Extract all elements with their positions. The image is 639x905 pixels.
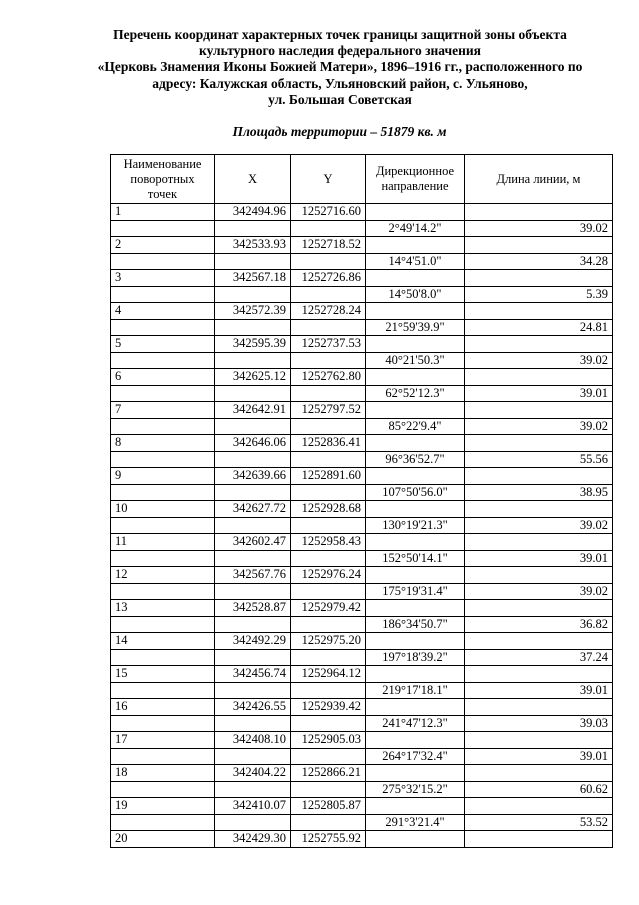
direction-angle: 62°52'12.3": [366, 385, 465, 402]
segment-row: [111, 649, 613, 666]
point-row: [111, 765, 613, 782]
line-length: 39.02: [465, 220, 613, 237]
x-coordinate: 342642.91: [215, 402, 291, 419]
x-coordinate: 342426.55: [215, 699, 291, 716]
empty-cell: [291, 583, 366, 600]
point-row: [111, 501, 613, 518]
empty-cell: [111, 451, 215, 468]
point-row: [111, 468, 613, 485]
empty-cell: [111, 616, 215, 633]
y-coordinate: 1252737.53: [291, 336, 366, 353]
point-row: [111, 732, 613, 749]
empty-cell: [215, 451, 291, 468]
header-direction: Дирекционное направление: [366, 155, 465, 204]
empty-cell: [366, 666, 465, 683]
point-row: [111, 831, 613, 848]
direction-angle: 241°47'12.3": [366, 715, 465, 732]
empty-cell: [111, 748, 215, 765]
x-coordinate: 342408.10: [215, 732, 291, 749]
empty-cell: [111, 286, 215, 303]
direction-angle: 291°3'21.4": [366, 814, 465, 831]
empty-cell: [465, 831, 613, 848]
empty-cell: [366, 534, 465, 551]
empty-cell: [465, 303, 613, 320]
empty-cell: [215, 550, 291, 567]
segment-row: [111, 583, 613, 600]
line-length: 36.82: [465, 616, 613, 633]
point-row: [111, 798, 613, 815]
segment-row: [111, 748, 613, 765]
direction-angle: 186°34'50.7": [366, 616, 465, 633]
y-coordinate: 1252964.12: [291, 666, 366, 683]
segment-row: [111, 781, 613, 798]
title-line: «Церковь Знамения Иконы Божией Матери», 1896–1916 гг., расположенного по: [97, 59, 583, 75]
empty-cell: [366, 303, 465, 320]
point-row: [111, 336, 613, 353]
x-coordinate: 342595.39: [215, 336, 291, 353]
direction-angle: 21°59'39.9": [366, 319, 465, 336]
segment-row: [111, 715, 613, 732]
empty-cell: [111, 649, 215, 666]
point-number: 4: [111, 303, 215, 320]
x-coordinate: 342646.06: [215, 435, 291, 452]
point-row: [111, 369, 613, 386]
direction-angle: 40°21'50.3": [366, 352, 465, 369]
y-coordinate: 1252726.86: [291, 270, 366, 287]
empty-cell: [291, 649, 366, 666]
segment-row: [111, 616, 613, 633]
y-coordinate: 1252975.20: [291, 633, 366, 650]
empty-cell: [215, 583, 291, 600]
line-length: 37.24: [465, 649, 613, 666]
x-coordinate: 342494.96: [215, 204, 291, 221]
y-coordinate: 1252728.24: [291, 303, 366, 320]
empty-cell: [291, 253, 366, 270]
point-number: 19: [111, 798, 215, 815]
point-number: 13: [111, 600, 215, 617]
empty-cell: [111, 781, 215, 798]
header-point-name: Наименование поворотных точек: [111, 155, 215, 204]
empty-cell: [111, 418, 215, 435]
empty-cell: [465, 534, 613, 551]
empty-cell: [111, 220, 215, 237]
empty-cell: [111, 484, 215, 501]
point-number: 9: [111, 468, 215, 485]
y-coordinate: 1252805.87: [291, 798, 366, 815]
point-number: 3: [111, 270, 215, 287]
empty-cell: [111, 253, 215, 270]
segment-row: [111, 352, 613, 369]
empty-cell: [291, 715, 366, 732]
x-coordinate: 342456.74: [215, 666, 291, 683]
line-length: 39.01: [465, 748, 613, 765]
point-number: 12: [111, 567, 215, 584]
direction-angle: 197°18'39.2": [366, 649, 465, 666]
empty-cell: [215, 682, 291, 699]
x-coordinate: 342567.18: [215, 270, 291, 287]
empty-cell: [215, 319, 291, 336]
empty-cell: [291, 484, 366, 501]
title-line: адресу: Калужская область, Ульяновский район, с. Ульяново,: [152, 75, 528, 91]
empty-cell: [366, 270, 465, 287]
line-length: 24.81: [465, 319, 613, 336]
x-coordinate: 342429.30: [215, 831, 291, 848]
direction-angle: 96°36'52.7": [366, 451, 465, 468]
point-row: [111, 633, 613, 650]
empty-cell: [111, 715, 215, 732]
direction-angle: 2°49'14.2": [366, 220, 465, 237]
segment-row: [111, 319, 613, 336]
point-number: 2: [111, 237, 215, 254]
document-title: [40, 27, 639, 108]
empty-cell: [366, 831, 465, 848]
y-coordinate: 1252905.03: [291, 732, 366, 749]
line-length: 39.03: [465, 715, 613, 732]
point-number: 6: [111, 369, 215, 386]
point-row: [111, 204, 613, 221]
empty-cell: [291, 550, 366, 567]
header-y: Y: [291, 155, 366, 204]
empty-cell: [465, 435, 613, 452]
y-coordinate: 1252866.21: [291, 765, 366, 782]
segment-row: [111, 253, 613, 270]
point-row: [111, 666, 613, 683]
empty-cell: [291, 319, 366, 336]
empty-cell: [366, 204, 465, 221]
empty-cell: [111, 517, 215, 534]
x-coordinate: 342533.93: [215, 237, 291, 254]
empty-cell: [291, 781, 366, 798]
line-length: 53.52: [465, 814, 613, 831]
line-length: 60.62: [465, 781, 613, 798]
line-length: 39.01: [465, 550, 613, 567]
empty-cell: [366, 435, 465, 452]
segment-row: [111, 220, 613, 237]
segment-row: [111, 418, 613, 435]
direction-angle: 152°50'14.1": [366, 550, 465, 567]
segment-row: [111, 451, 613, 468]
line-length: 34.28: [465, 253, 613, 270]
line-length: 5.39: [465, 286, 613, 303]
empty-cell: [465, 633, 613, 650]
line-length: 39.01: [465, 682, 613, 699]
line-length: 39.02: [465, 517, 613, 534]
x-coordinate: 342602.47: [215, 534, 291, 551]
empty-cell: [465, 336, 613, 353]
x-coordinate: 342639.66: [215, 468, 291, 485]
point-number: 15: [111, 666, 215, 683]
empty-cell: [291, 352, 366, 369]
point-number: 5: [111, 336, 215, 353]
y-coordinate: 1252716.60: [291, 204, 366, 221]
line-length: 39.02: [465, 352, 613, 369]
point-number: 14: [111, 633, 215, 650]
empty-cell: [291, 451, 366, 468]
x-coordinate: 342404.22: [215, 765, 291, 782]
direction-angle: 275°32'15.2": [366, 781, 465, 798]
segment-row: [111, 814, 613, 831]
direction-angle: 264°17'32.4": [366, 748, 465, 765]
line-length: 39.01: [465, 385, 613, 402]
point-row: [111, 435, 613, 452]
point-row: [111, 600, 613, 617]
point-number: 11: [111, 534, 215, 551]
x-coordinate: 342625.12: [215, 369, 291, 386]
empty-cell: [366, 699, 465, 716]
point-number: 16: [111, 699, 215, 716]
y-coordinate: 1252718.52: [291, 237, 366, 254]
empty-cell: [111, 352, 215, 369]
empty-cell: [215, 484, 291, 501]
empty-cell: [465, 270, 613, 287]
x-coordinate: 342567.76: [215, 567, 291, 584]
empty-cell: [215, 748, 291, 765]
y-coordinate: 1252891.60: [291, 468, 366, 485]
empty-cell: [111, 682, 215, 699]
empty-cell: [465, 798, 613, 815]
empty-cell: [215, 649, 291, 666]
empty-cell: [465, 765, 613, 782]
direction-angle: 14°50'8.0": [366, 286, 465, 303]
title-line: Перечень координат характерных точек границы защитной зоны объекта: [113, 27, 567, 42]
empty-cell: [366, 336, 465, 353]
empty-cell: [291, 682, 366, 699]
empty-cell: [366, 765, 465, 782]
empty-cell: [215, 517, 291, 534]
empty-cell: [465, 369, 613, 386]
title-line: культурного наследия федерального значения: [199, 43, 481, 59]
direction-angle: 14°4'51.0": [366, 253, 465, 270]
point-row: [111, 237, 613, 254]
empty-cell: [291, 220, 366, 237]
segment-row: [111, 286, 613, 303]
x-coordinate: 342492.29: [215, 633, 291, 650]
point-row: [111, 699, 613, 716]
y-coordinate: 1252762.80: [291, 369, 366, 386]
direction-angle: 175°19'31.4": [366, 583, 465, 600]
empty-cell: [465, 666, 613, 683]
x-coordinate: 342627.72: [215, 501, 291, 518]
point-number: 1: [111, 204, 215, 221]
line-length: 38.95: [465, 484, 613, 501]
empty-cell: [215, 220, 291, 237]
line-length: 39.02: [465, 418, 613, 435]
point-row: [111, 567, 613, 584]
point-row: [111, 534, 613, 551]
table-header-row: [111, 155, 613, 204]
empty-cell: [111, 319, 215, 336]
empty-cell: [215, 715, 291, 732]
point-number: 10: [111, 501, 215, 518]
empty-cell: [291, 418, 366, 435]
empty-cell: [366, 567, 465, 584]
y-coordinate: 1252928.68: [291, 501, 366, 518]
empty-cell: [465, 204, 613, 221]
point-row: [111, 402, 613, 419]
empty-cell: [465, 567, 613, 584]
point-number: 20: [111, 831, 215, 848]
empty-cell: [366, 633, 465, 650]
segment-row: [111, 517, 613, 534]
empty-cell: [111, 550, 215, 567]
table-body: [111, 204, 613, 848]
empty-cell: [366, 237, 465, 254]
empty-cell: [215, 781, 291, 798]
empty-cell: [291, 286, 366, 303]
x-coordinate: 342410.07: [215, 798, 291, 815]
y-coordinate: 1252797.52: [291, 402, 366, 419]
empty-cell: [366, 798, 465, 815]
empty-cell: [215, 616, 291, 633]
point-number: 17: [111, 732, 215, 749]
empty-cell: [215, 286, 291, 303]
point-number: 18: [111, 765, 215, 782]
empty-cell: [111, 814, 215, 831]
empty-cell: [215, 418, 291, 435]
territory-area: Площадь территории – 51879 кв. м: [232, 124, 447, 139]
title-line: ул. Большая Советская: [268, 91, 412, 107]
segment-row: [111, 682, 613, 699]
empty-cell: [465, 732, 613, 749]
coordinates-table: [110, 154, 613, 848]
direction-angle: 219°17'18.1": [366, 682, 465, 699]
y-coordinate: 1252939.42: [291, 699, 366, 716]
empty-cell: [366, 468, 465, 485]
empty-cell: [366, 732, 465, 749]
segment-row: [111, 385, 613, 402]
empty-cell: [291, 748, 366, 765]
point-number: 8: [111, 435, 215, 452]
segment-row: [111, 484, 613, 501]
empty-cell: [465, 600, 613, 617]
empty-cell: [291, 814, 366, 831]
empty-cell: [465, 699, 613, 716]
direction-angle: 107°50'56.0": [366, 484, 465, 501]
line-length: 39.02: [465, 583, 613, 600]
y-coordinate: 1252976.24: [291, 567, 366, 584]
header-length: Длина линии, м: [465, 155, 613, 204]
y-coordinate: 1252836.41: [291, 435, 366, 452]
empty-cell: [366, 369, 465, 386]
y-coordinate: 1252979.42: [291, 600, 366, 617]
empty-cell: [465, 501, 613, 518]
empty-cell: [291, 385, 366, 402]
segment-row: [111, 550, 613, 567]
empty-cell: [366, 501, 465, 518]
empty-cell: [465, 237, 613, 254]
empty-cell: [465, 468, 613, 485]
point-row: [111, 270, 613, 287]
direction-angle: 130°19'21.3": [366, 517, 465, 534]
empty-cell: [465, 402, 613, 419]
empty-cell: [366, 402, 465, 419]
y-coordinate: 1252958.43: [291, 534, 366, 551]
empty-cell: [215, 814, 291, 831]
empty-cell: [291, 517, 366, 534]
empty-cell: [366, 600, 465, 617]
point-number: 7: [111, 402, 215, 419]
x-coordinate: 342572.39: [215, 303, 291, 320]
line-length: 55.56: [465, 451, 613, 468]
empty-cell: [291, 616, 366, 633]
empty-cell: [215, 385, 291, 402]
empty-cell: [215, 253, 291, 270]
y-coordinate: 1252755.92: [291, 831, 366, 848]
x-coordinate: 342528.87: [215, 600, 291, 617]
direction-angle: 85°22'9.4": [366, 418, 465, 435]
point-row: [111, 303, 613, 320]
header-x: X: [215, 155, 291, 204]
empty-cell: [215, 352, 291, 369]
empty-cell: [111, 583, 215, 600]
empty-cell: [111, 385, 215, 402]
